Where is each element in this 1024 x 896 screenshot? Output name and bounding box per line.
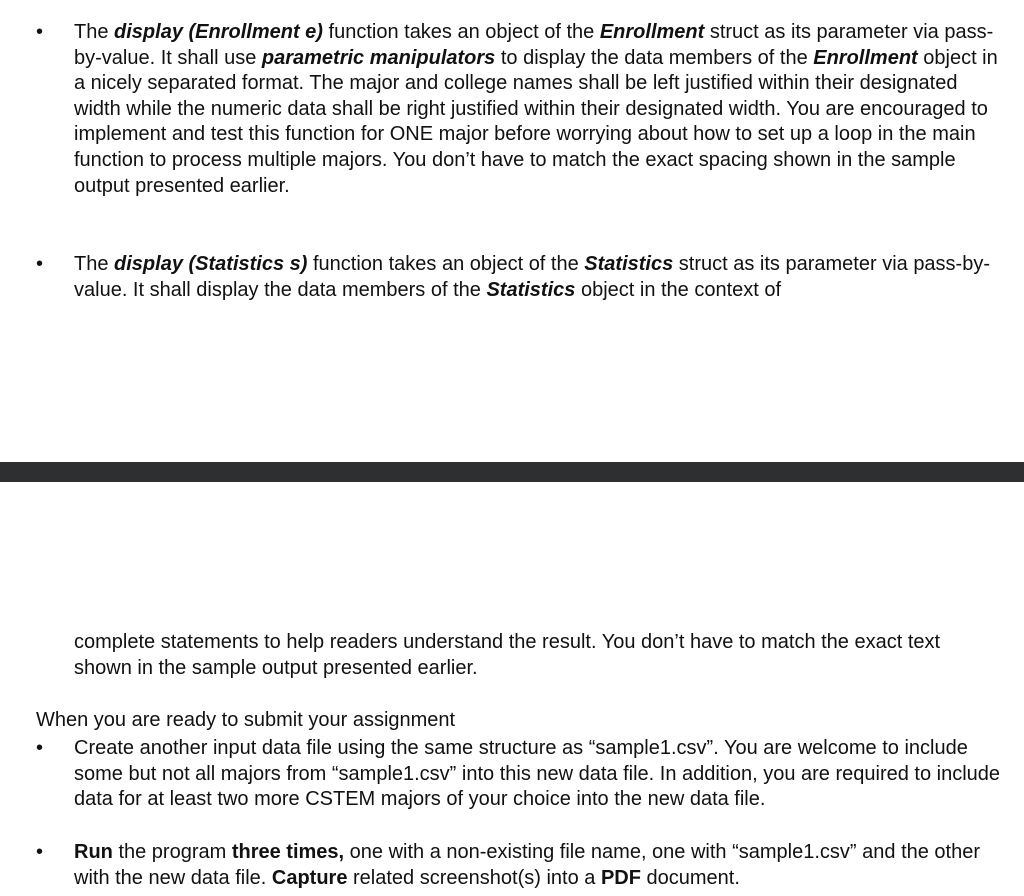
- text-run: one with a non-existing file name, one with “sample1.csv” and the other with the new data file.: [74, 841, 981, 889]
- submit-heading: When you are ready to submit your assignment: [36, 709, 456, 731]
- text-run: struct as its parameter via pass-by-value. It shall display the data members of the: [74, 253, 991, 301]
- text-run: object in the context of: [575, 278, 782, 301]
- bullet-marker: •: [36, 737, 44, 759]
- text-run: to display the data members of the: [495, 46, 814, 69]
- bullet-paragraph: [74, 252, 1002, 303]
- bullet-marker: •: [36, 253, 44, 275]
- page-break-divider: [0, 462, 1024, 482]
- text-run: The: [74, 21, 115, 43]
- bullet-paragraph: Create another input data file using the same structure as “sample1.csv”. You are welcome to include some but not all majors from “sample1.csv” into this new data file. In addition, you are required to include data for at least two more CSTEM majors of your choice into the new data file.: [74, 737, 1001, 811]
- emphasis-function-signature: display (Statistics s): [114, 253, 308, 275]
- bullet-marker: •: [36, 841, 44, 863]
- text-run: document.: [640, 866, 740, 889]
- text-run: The: [74, 253, 115, 275]
- emphasis-bold: PDF: [600, 866, 641, 889]
- text-run: function takes an object of the: [322, 21, 600, 43]
- emphasis-struct-name: Enrollment: [813, 46, 918, 69]
- text-run: related screenshot(s) into a: [347, 866, 601, 889]
- bullet-marker: •: [36, 21, 44, 43]
- emphasis-struct-name: Statistics: [486, 278, 576, 301]
- emphasis-bold: three times,: [231, 841, 345, 863]
- bullet-paragraph: [74, 20, 1002, 199]
- emphasis-struct-name: Statistics: [584, 253, 674, 275]
- text-run: the program: [112, 841, 232, 863]
- document-page-bottom: [0, 482, 1024, 896]
- emphasis-term: parametric manipulators: [261, 46, 496, 69]
- emphasis-bold: Run: [74, 841, 113, 863]
- text-run: struct as its parameter via pass-by-value. It shall use: [74, 21, 994, 69]
- text-run: function takes an object of the: [307, 253, 585, 275]
- text-run: object in a nicely separated format. The major and college names shall be left justified within their designated width while the numeric data shall be right justified within their designated width. You are encouraged to implement and test this function for ONE major before worrying about how to set up a loop in the main function to process multiple majors. You don’t have to match the exact spacing shown in the sample output presented earlier.: [74, 46, 998, 197]
- bullet-paragraph: [74, 840, 1002, 891]
- continuation-paragraph: complete statements to help readers understand the result. You don’t have to match the exact text shown in the sample output presented earlier.: [74, 631, 941, 679]
- emphasis-struct-name: Enrollment: [599, 21, 705, 43]
- emphasis-function-signature: display (Enrollment e): [114, 21, 323, 43]
- emphasis-bold: Capture: [271, 866, 348, 889]
